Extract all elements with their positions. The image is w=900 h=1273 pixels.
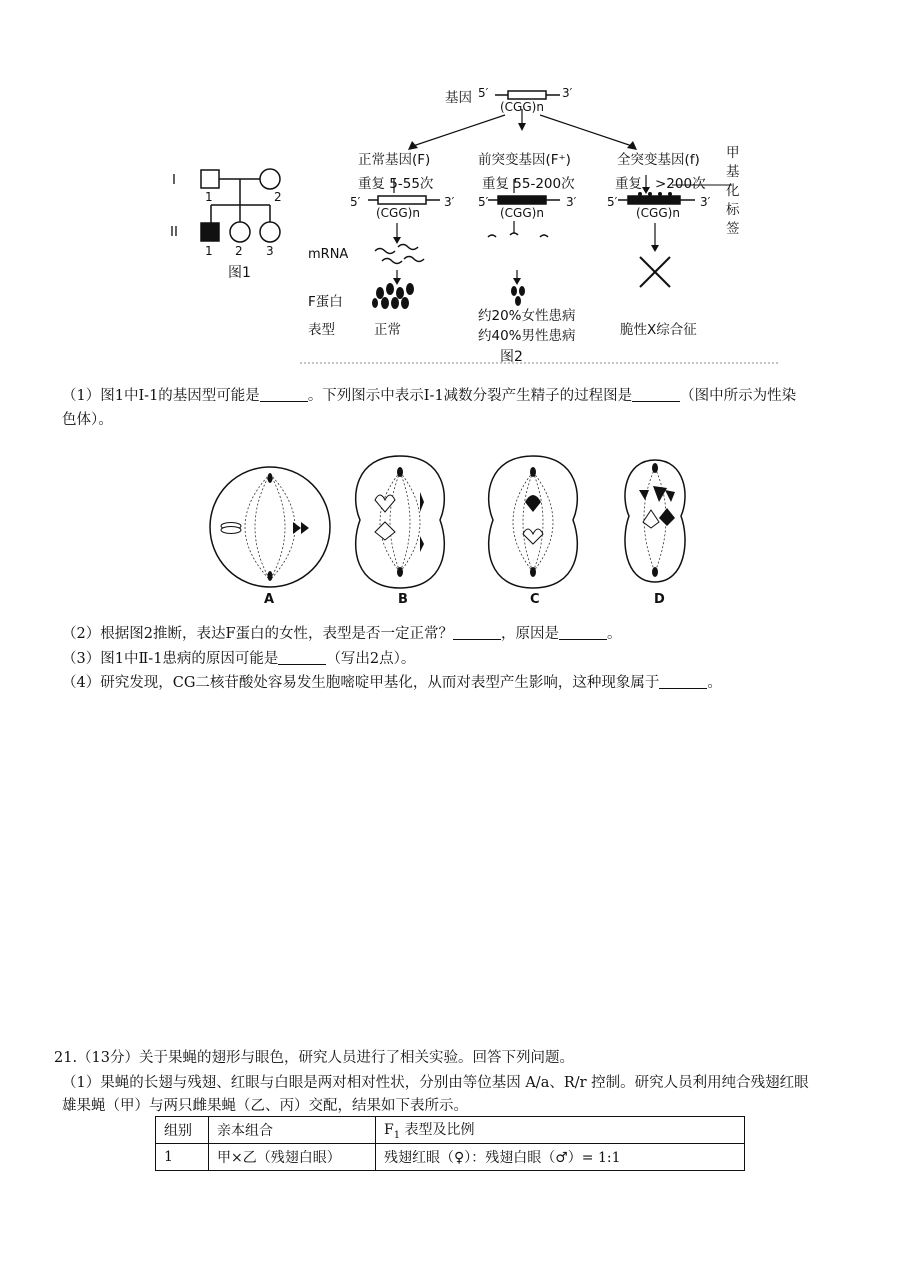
top-cgg: (CGG)n [500,100,544,114]
full-mutation-repeat-label: 重复 [615,176,642,192]
cell-label-a: A [264,592,275,607]
premutation-phenotype-male: 约40%男性患病 [478,328,576,344]
fragile-x-phenotype: 脆性X综合征 [620,322,697,338]
cell-label-c: C [530,592,540,607]
question-2: （2）根据图2推断，表达F蛋白的女性，表型是否一定正常？ ，原因是 。 [62,626,622,642]
question-3: （3）图1中Ⅱ-1患病的原因可能是 （写出2点）。 [62,651,416,667]
phenotype-row-label: 表型 [308,322,335,338]
answer-blank-q1-diagram[interactable] [632,386,680,402]
header-parents: 亲本组合 [209,1117,376,1144]
cell-diagram-c [483,452,583,592]
answer-blank-q2-reason[interactable] [559,624,607,640]
cell-diagram-b [350,452,450,592]
question-4: （4）研究发现，CG二核苷酸处容易发生胞嘧啶甲基化，从而对表型产生影响，这种现象属于 。 [62,675,722,691]
col1-three-prime: 3′ [444,195,455,209]
female-individual-II-3 [260,222,280,242]
premutation-phenotype-female: 约20%女性患病 [478,308,576,324]
generation-label-II: II [170,224,178,240]
question-1-line-2: 色体）。 [62,412,113,428]
generation-label-I: I [172,172,176,188]
affected-male-II-1 [201,223,219,241]
col3-five-prime: 5′ [607,195,618,209]
table-row [156,1144,745,1171]
normal-gene-repeat: 重复 5-55次 [358,176,434,192]
female-individual-I-2 [260,169,280,189]
cell-diagram-a [205,462,335,592]
number-I-2: 2 [274,190,282,204]
cell-f1-phenotype: 残翅红眼（♀）：残翅白眼（♂）= 1:1 [376,1144,745,1171]
col2-cgg: (CGG)n [500,206,544,220]
top-three-prime: 3′ [562,86,573,100]
header-group: 组别 [156,1117,209,1144]
figure-1-caption: 图1 [228,265,251,281]
cell-label-b: B [398,592,408,607]
table-header-row [156,1117,745,1144]
full-mutation-gene-title: 全突变基因(f) [617,152,700,168]
col3-three-prime: 3′ [700,195,711,209]
male-individual-I-1 [201,170,219,188]
full-mutation-repeat-value: >200次 [655,176,706,192]
top-five-prime: 5′ [478,86,489,100]
question-21-part-1-line-2: 雄果蝇（甲）与两只雌果蝇（乙、丙）交配，结果如下表所示。 [62,1098,468,1114]
normal-phenotype: 正常 [374,322,401,338]
answer-blank-q3-cause[interactable] [278,649,326,665]
number-II-2: 2 [235,244,243,258]
answer-blank-q1-genotype[interactable] [260,386,308,402]
figure-2-caption: 图2 [500,349,523,365]
premutation-gene-title: 前突变基因(F⁺) [478,152,571,168]
results-table [155,1116,745,1171]
number-II-1: 1 [205,244,213,258]
col1-cgg: (CGG)n [376,206,420,220]
col1-five-prime: 5′ [350,195,361,209]
gene-label: 基因 [445,90,472,106]
question-21-part-1-line-1: （1）果蝇的长翅与残翅、红眼与白眼是两对相对性状，分别由等位基因 A/a、R/r 控制。研究人员利用纯合残翅红眼 [62,1075,809,1091]
question-1-line-1: （1）图1中I-1的基因型可能是 。下列图示中表示I-1减数分裂产生精子的过程图是 （图中所示为性染 [62,388,797,404]
cell-diagram-d [615,456,695,586]
number-I-1: 1 [205,190,213,204]
female-individual-II-2 [230,222,250,242]
protein-row-label: F蛋白 [308,294,343,310]
premutation-gene-repeat: 重复 55-200次 [482,176,575,192]
mrna-row-label: mRNA [308,247,349,262]
methylation-tag-label: 甲基化标签 [726,145,740,237]
col2-three-prime: 3′ [566,195,577,209]
normal-gene-title: 正常基因(F) [358,152,431,168]
cell-parents: 甲×乙（残翅白眼） [209,1144,376,1171]
number-II-3: 3 [266,244,274,258]
answer-blank-q4-phenomenon[interactable] [659,673,707,689]
col2-five-prime: 5′ [478,195,489,209]
header-f1-phenotype: $F_1$ 表型及比例 [376,1117,745,1144]
question-21-title: 21.（13分）关于果蝇的翅形与眼色，研究人员进行了相关实验。回答下列问题。 [54,1050,575,1066]
col3-cgg: (CGG)n [636,206,680,220]
cell-label-d: D [654,592,665,607]
cell-group: 1 [156,1144,209,1171]
answer-blank-q2-phenotype[interactable] [453,624,501,640]
